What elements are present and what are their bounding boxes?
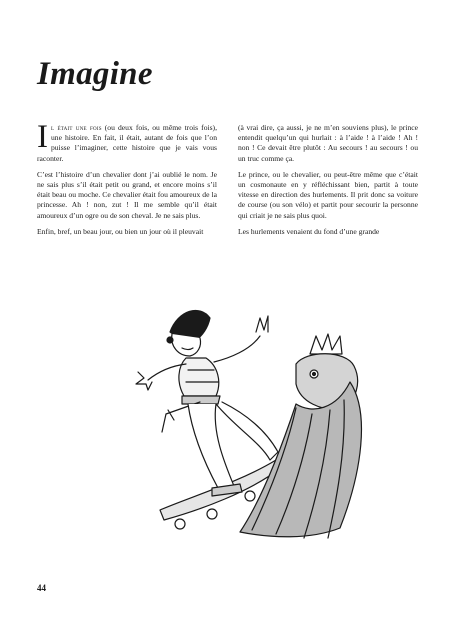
paragraph: Enfin, bref, un beau jour, ou bien un jour où il pleuvait [37,226,204,236]
paragraph [37,119,217,164]
paragraph: Les hurlements venaient du fond d’une grande [238,226,380,236]
small-caps-lead: l était une fois [51,123,102,132]
page-number: 44 [37,583,46,593]
paragraph-text: (ou deux fois, ou même trois fois), une histoire. En fait, il était, autant de fois que l’on puisse l’imaginer, cette histoire que je vais vous raconter. [37,123,217,163]
knight-figure [136,310,278,496]
crowned-creature [240,334,361,538]
page-title: Imagine [37,56,153,92]
drop-cap: I [37,119,48,155]
paragraph: Le prince, ou le chevalier, ou peut-être même que c’était un cosmonaute en y réfléchissant bien, partit à toute vitesse en direction des hurlements. Il prit donc sa voiture de course (ou son vélo) et partit pour secourir la personne qui criait je ne sais plus quoi. [238,169,418,220]
text-column-left [37,119,217,243]
paragraph: (à vrai dire, ça aussi, je ne m’en souviens plus), le prince entendit quelqu’un qui hurlait : à l’aide ! à l’aide ! Ah ! non ! Ce devait être plutôt : Au secours ! au secours ! ou un truc comme ça. [238,123,418,163]
text-column-right [238,123,418,243]
illustration [100,292,380,560]
paragraph: C’est l’histoire d’un chevalier dont j’ai oublié le nom. Je ne sais plus s’il était petit ou grand, et encore moins s’il était beau ou moche. Ce chevalier était fou amoureux de la princesse. Ah ! non, zut ! Il me semble qu’il était amoureux d’un ogre ou de son cheval. Je ne sais plus. [37,169,217,220]
